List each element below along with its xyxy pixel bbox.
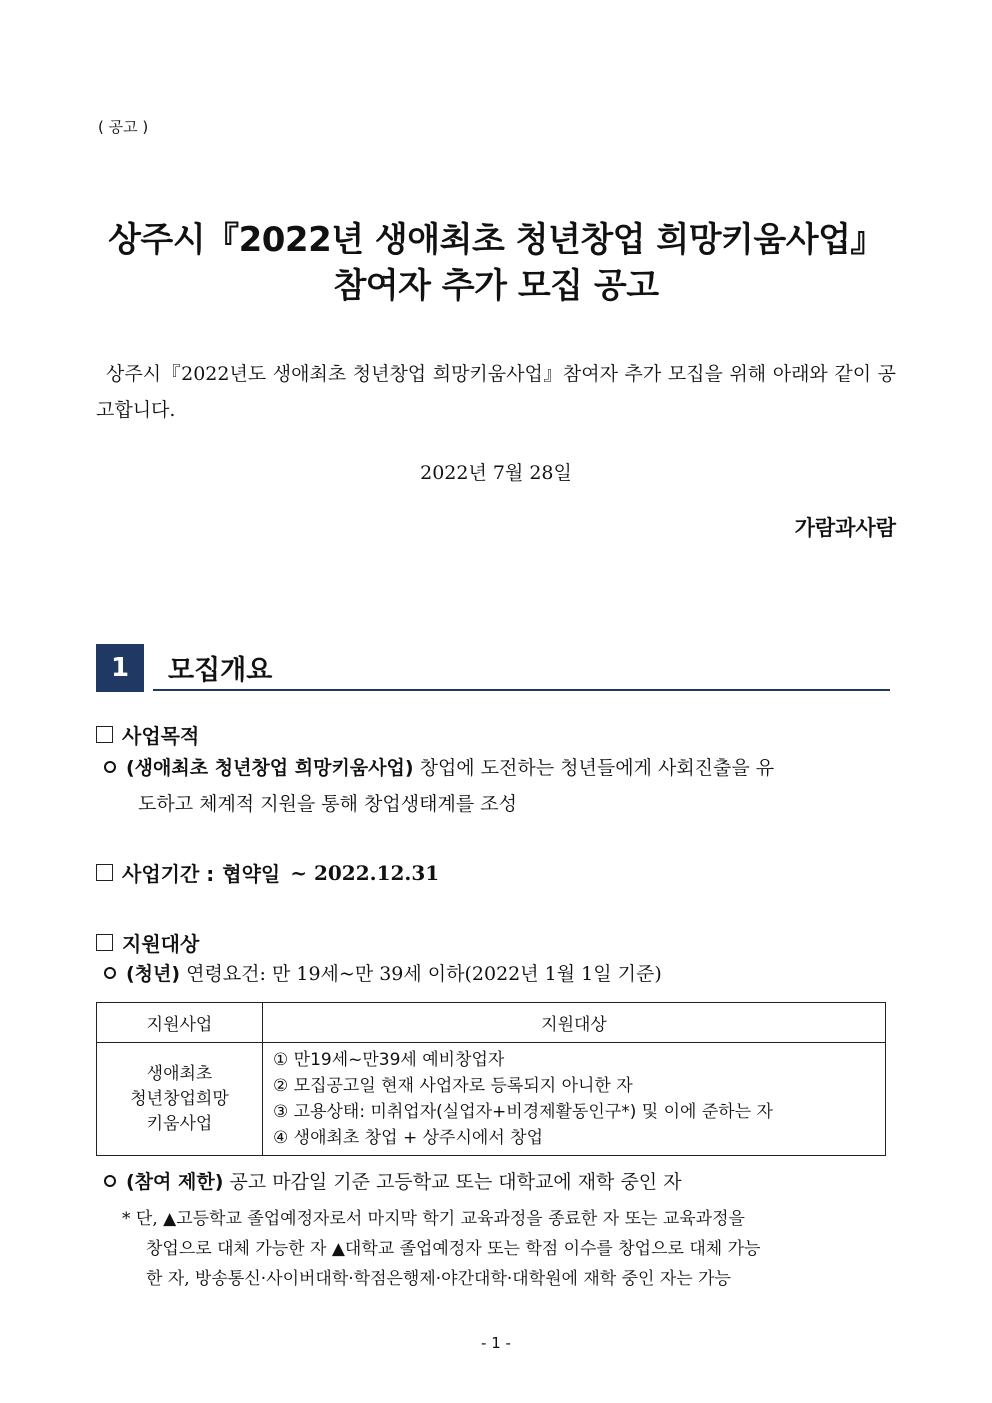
table-row <box>97 1043 886 1156</box>
criteria-item: ③ 고용상태: 미취업자(실업자+비경제활동인구*) 및 이에 준하는 자 <box>273 1102 773 1122</box>
note-line: 창업으로 대체 가능한 자 ▲대학교 졸업예정자 또는 학점 이수를 창업으로 대체 가능 <box>146 1239 761 1259</box>
purpose-bullet-continuation: 도하고 체계적 지원을 통해 창업생태계를 조성 <box>138 793 517 815</box>
section-divider <box>153 689 890 691</box>
table-header-target: 지원대상 <box>263 1003 886 1043</box>
restriction-bullet <box>104 1164 896 1200</box>
intro-paragraph: 상주시『2022년도 생애최초 청년창업 희망키움사업』참여자 추가 모집을 위해 아래와 같이 공고합니다. <box>96 363 896 421</box>
section-title: 모집개요 <box>168 655 273 686</box>
checkbox-square-icon <box>96 864 113 881</box>
program-line: 청년창업희망 <box>130 1088 229 1109</box>
criteria-cell <box>263 1043 886 1156</box>
circle-bullet-icon <box>104 761 116 773</box>
table-header-row <box>97 1003 886 1043</box>
program-line: 생애최초 <box>146 1063 213 1084</box>
period-heading-label: 사업기간 : <box>122 862 215 886</box>
eligibility-heading <box>96 928 199 957</box>
note-line: * 단, ▲고등학교 졸업예정자로서 마지막 학기 교육과정을 종료한 자 또는 교육과정을 <box>122 1209 745 1229</box>
period-heading <box>96 858 439 887</box>
page-title-line2: 참여자 추가 모집 공고 <box>333 266 659 306</box>
purpose-bullet-text: 창업에 도전하는 청년들에게 사회진출을 유 <box>413 757 775 779</box>
eligibility-table <box>96 1002 886 1156</box>
restriction-bullet-text: 공고 마감일 기준 고등학교 또는 대학교에 재학 중인 자 <box>223 1171 682 1193</box>
circle-bullet-icon <box>104 1175 116 1187</box>
page-number: - 1 - <box>481 1334 511 1352</box>
notice-label: ( 공고 ) <box>98 118 149 136</box>
criteria-item: ① 만19세~만39세 예비창업자 <box>273 1050 505 1070</box>
period-start-label: 협약일 <box>222 862 281 886</box>
restriction-note <box>122 1204 898 1294</box>
criteria-item: ④ 생애최초 창업 + 상주시에서 창업 <box>273 1128 543 1148</box>
page-title-line1: 상주시『2022년 생애최초 청년창업 희망키움사업』 <box>108 220 884 260</box>
circle-bullet-icon <box>104 967 116 979</box>
program-line: 키움사업 <box>146 1113 213 1134</box>
note-line: 한 자, 방송통신·사이버대학·학점은행제·야간대학·대학원에 재학 중인 자는 가능 <box>146 1269 731 1289</box>
purpose-heading-label: 사업목적 <box>122 724 200 748</box>
eligibility-bullet-bold: (청년) <box>126 963 181 985</box>
notice-date: 2022년 7월 28일 <box>420 462 572 484</box>
checkbox-square-icon <box>96 726 113 743</box>
purpose-heading <box>96 720 199 749</box>
table-header-program: 지원사업 <box>97 1003 263 1043</box>
purpose-bullet <box>104 750 896 786</box>
restriction-bullet-bold: (참여 제한) <box>126 1171 224 1193</box>
purpose-bullet-bold: (생애최초 청년창업 희망키움사업) <box>126 757 414 779</box>
period-end-value: ~ 2022.12.31 <box>290 860 440 885</box>
eligibility-bullet-text: 연령요건: 만 19세~만 39세 이하(2022년 1월 1일 기준) <box>180 963 662 985</box>
eligibility-bullet <box>104 956 896 992</box>
criteria-item: ② 모집공고일 현재 사업자로 등록되지 아니한 자 <box>273 1076 633 1096</box>
section-number-badge: 1 <box>96 644 144 692</box>
eligibility-heading-label: 지원대상 <box>122 932 200 956</box>
checkbox-square-icon <box>96 934 113 951</box>
program-cell <box>97 1043 263 1156</box>
organization-name: 가람과사람 <box>794 515 896 540</box>
